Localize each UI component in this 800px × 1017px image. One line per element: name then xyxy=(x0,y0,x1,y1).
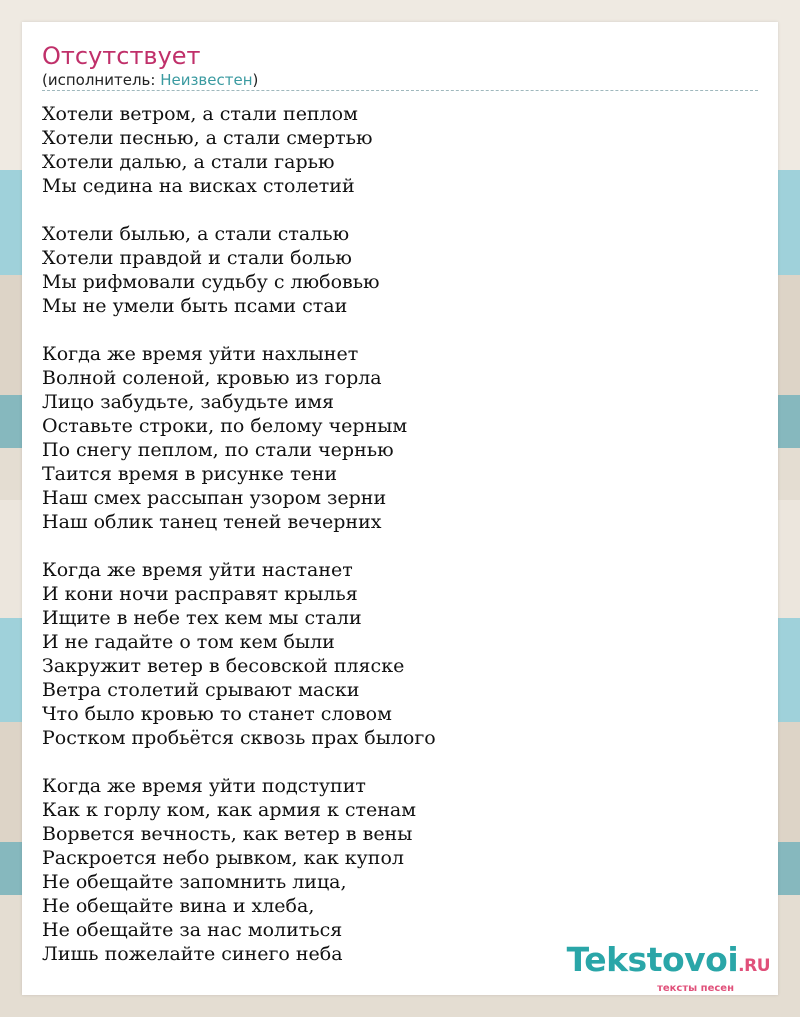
lyrics-line: Волной соленой, кровью из горла xyxy=(42,367,382,389)
lyrics-line: Хотели ветром, а стали пеплом xyxy=(42,103,358,125)
lyrics-line: Не обещайте за нас молиться xyxy=(42,919,343,941)
artist-line xyxy=(42,71,258,89)
lyrics-line: По снегу пеплом, по стали чернью xyxy=(42,439,394,461)
lyrics-line: Мы рифмовали судьбу с любовью xyxy=(42,271,380,293)
lyrics-line: Что было кровью то станет словом xyxy=(42,703,392,725)
logo-name: Tekstovoi xyxy=(566,940,739,979)
artist-suffix: ) xyxy=(252,71,259,89)
artist-link[interactable]: Неизвестен xyxy=(160,71,253,89)
lyrics-line: И не гадайте о том кем были xyxy=(42,631,335,653)
lyrics-stanza xyxy=(42,558,758,750)
lyrics-line: Ветра столетий срывают маски xyxy=(42,679,360,701)
lyrics-line: Наш смех рассыпан узором зерни xyxy=(42,487,387,509)
lyrics-line: Не обещайте запомнить лица, xyxy=(42,871,347,893)
lyrics-line: Как к горлу ком, как армия к стенам xyxy=(42,799,417,821)
lyrics-line: Закружит ветер в бесовской пляске xyxy=(42,655,405,677)
lyrics-line: Когда же время уйти подступит xyxy=(42,775,366,797)
lyrics-line: Ищите в небе тех кем мы стали xyxy=(42,607,362,629)
lyrics-line: Когда же время уйти настанет xyxy=(42,559,353,581)
logo-wordmark xyxy=(566,940,770,983)
lyrics-line: И кони ночи расправят крылья xyxy=(42,583,358,605)
title-divider xyxy=(42,90,758,91)
lyrics-line: Не обещайте вина и хлеба, xyxy=(42,895,315,917)
lyrics-line: Хотели далью, а стали гарью xyxy=(42,151,335,173)
lyrics-body xyxy=(42,102,758,990)
lyrics-stanza xyxy=(42,774,758,966)
song-title: Отсутствует xyxy=(42,42,201,70)
lyrics-line: Мы седина на висках столетий xyxy=(42,175,355,197)
lyrics-line: Таится время в рисунке тени xyxy=(42,463,338,485)
artist-prefix: (исполнитель: xyxy=(42,71,161,89)
lyrics-line: Лишь пожелайте синего неба xyxy=(42,943,343,965)
lyrics-stanza xyxy=(42,342,758,534)
lyrics-stanza xyxy=(42,222,758,318)
lyrics-line: Когда же время уйти нахлынет xyxy=(42,343,359,365)
lyrics-line: Лицо забудьте, забудьте имя xyxy=(42,391,334,413)
lyrics-line: Раскроется небо рывком, как купол xyxy=(42,847,404,869)
lyrics-line: Ворвется вечность, как ветер в вены xyxy=(42,823,413,845)
lyrics-card xyxy=(22,22,778,995)
lyrics-line: Ростком пробьётся сквозь прах былого xyxy=(42,727,436,749)
lyrics-line: Наш облик танец теней вечерних xyxy=(42,511,382,533)
logo-domain: .RU xyxy=(738,956,770,976)
lyrics-line: Оставьте строки, по белому черным xyxy=(42,415,408,437)
lyrics-line: Хотели правдой и стали болью xyxy=(42,247,352,269)
lyrics-stanza xyxy=(42,102,758,198)
lyrics-line: Хотели песнью, а стали смертью xyxy=(42,127,373,149)
logo-tagline: тексты песен xyxy=(657,983,734,994)
lyrics-line: Мы не умели быть псами стаи xyxy=(42,295,348,317)
site-logo[interactable] xyxy=(566,940,770,995)
lyrics-line: Хотели былью, а стали сталью xyxy=(42,223,350,245)
